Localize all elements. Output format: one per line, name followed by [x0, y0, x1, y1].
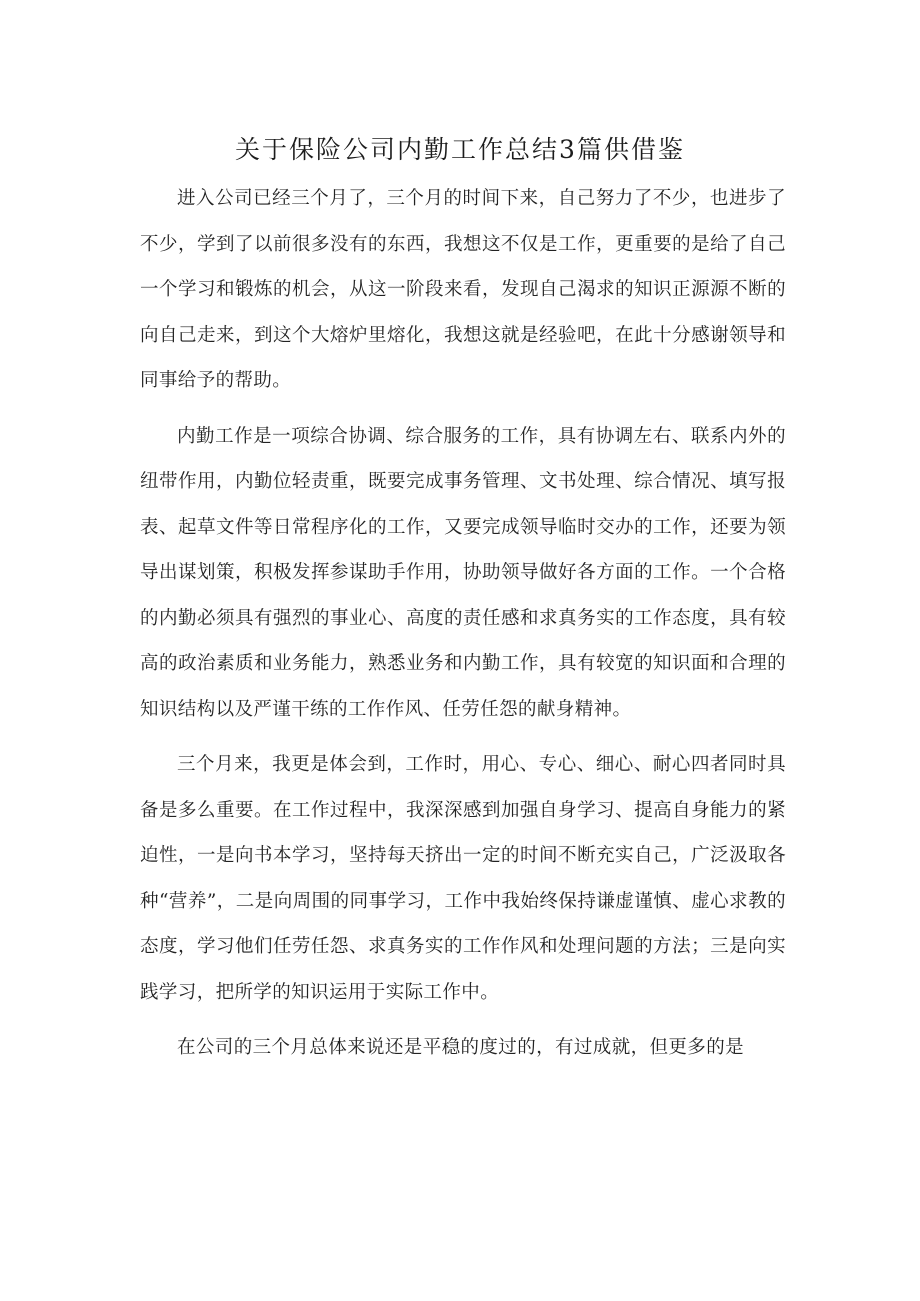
paragraph: 内勤工作是一项综合协调、综合服务的工作，具有协调左右、联系内外的纽带作用，内勤位轻责重，既要完成事务管理、文书处理、综合情况、填写报表、起草文件等日常程序化的工作，又要完成领导临时交办的工作，还要为领导出谋划策，积极发挥参谋助手作用，协助领导做好各方面的工作。一个合格的内勤必须具有强烈的事业心、高度的责任感和求真务实的工作态度，具有较高的政治素质和业务能力，熟悉业务和内勤工作，具有较宽的知识面和合理的知识结构以及严谨干练的工作作风、任劳任怨的献身精神。: [140, 425, 786, 720]
document-body: [140, 176, 786, 1081]
paragraph: 三个月来，我更是体会到，工作时，用心、专心、细心、耐心四者同时具备是多么重要。在工作过程中，我深深感到加强自身学习、提高自身能力的紧迫性，一是向书本学习，坚持每天挤出一定的时间不断充实自己，广泛汲取各种“营养”，二是向周围的同事学习，工作中我始终保持谦虚谨慎、虚心求教的态度，学习他们任劳任怨、求真务实的工作作风和处理问题的方法；三是向实践学习，把所学的知识运用于实际工作中。: [140, 754, 786, 1003]
paragraph: 进入公司已经三个月了，三个月的时间下来，自己努力了不少，也进步了不少，学到了以前很多没有的东西，我想这不仅是工作，更重要的是给了自己一个学习和锻炼的机会，从这一阶段来看，发现自己渴求的知识正源源不断的向自己走来，到这个大熔炉里熔化，我想这就是经验吧，在此十分感谢领导和同事给予的帮助。: [140, 188, 786, 391]
paragraph: 在公司的三个月总体来说还是平稳的度过的，有过成就，但更多的是: [177, 1037, 745, 1058]
document-title: 关于保险公司内勤工作总结3篇供借鉴: [235, 135, 685, 164]
